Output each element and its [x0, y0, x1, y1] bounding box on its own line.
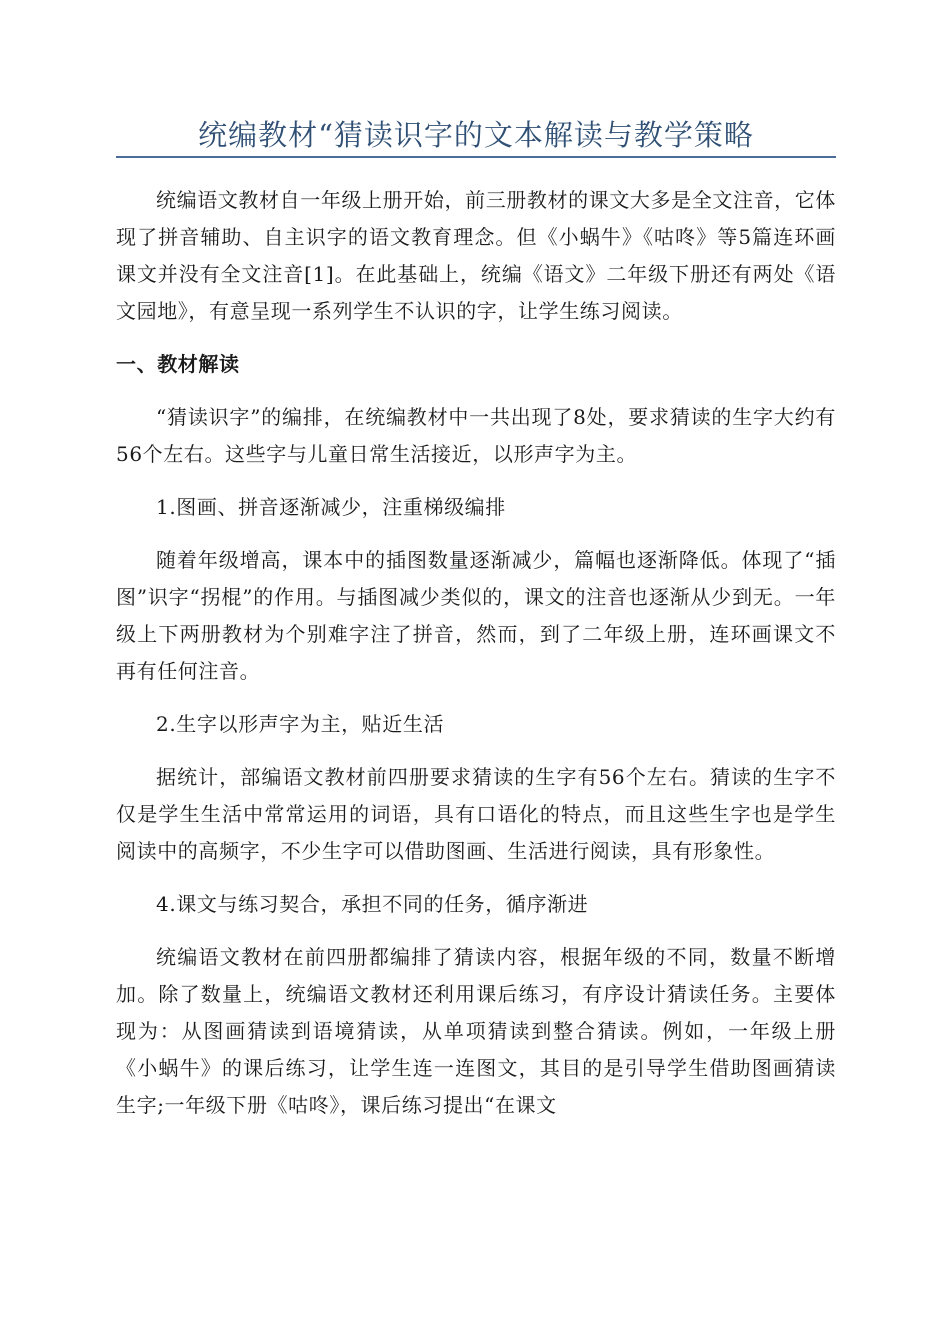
intro-paragraph: 统编语文教材自一年级上册开始，前三册教材的课文大多是全文注音，它体现了拼音辅助、自主识字的语文教育理念。但《小蜗牛》《咕咚》等5篇连环画课文并没有全文注音[1]。在此基础上，统编《语文》二年级下册还有两处《语文园地》，有意呈现一系列学生不认识的字，让学生练习阅读。	[116, 188, 836, 323]
subheading-1: 1.图画、拼音逐渐减少，注重梯级编排	[156, 495, 506, 519]
section-heading-textbook-analysis: 一、教材解读	[116, 352, 240, 376]
subsection-1-body: 随着年级增高，课本中的插图数量逐渐减少，篇幅也逐渐降低。体现了“插图”识字“拐棍”的作用。与插图减少类似的，课文的注音也逐渐从少到无。一年级上下两册教材为个别难字注了拼音，然而，到了二年级上册，连环画课文不再有任何注音。	[116, 548, 836, 683]
document-page	[116, 0, 836, 1124]
section1-intro-paragraph: “猜读识字”的编排，在统编教材中一共出现了8处，要求猜读的生字大约有56个左右。这些字与儿童日常生活接近，以形声字为主。	[116, 405, 836, 466]
subsection-4-body: 统编语文教材在前四册都编排了猜读内容，根据年级的不同，数量不断增加。除了数量上，统编语文教材还利用课后练习，有序设计猜读任务。主要体现为：从图画猜读到语境猜读，从单项猜读到整合猜读。例如，一年级上册《小蜗牛》的课后练习，让学生连一连图文，其目的是引导学生借助图画猜读生字;一年级下册《咕咚》，课后练习提出“在课文	[116, 945, 836, 1117]
subheading-4: 4.课文与练习契合，承担不同的任务，循序渐进	[156, 892, 589, 916]
subsection-2-body: 据统计，部编语文教材前四册要求猜读的生字有56个左右。猜读的生字不仅是学生生活中常常运用的词语，具有口语化的特点，而且这些生字也是学生阅读中的高频字，不少生字可以借助图画、生活进行阅读，具有形象性。	[116, 765, 836, 863]
subheading-2: 2.生字以形声字为主，贴近生活	[156, 712, 445, 736]
document-title: 统编教材“猜读识字的文本解读与教学策略	[198, 118, 754, 152]
